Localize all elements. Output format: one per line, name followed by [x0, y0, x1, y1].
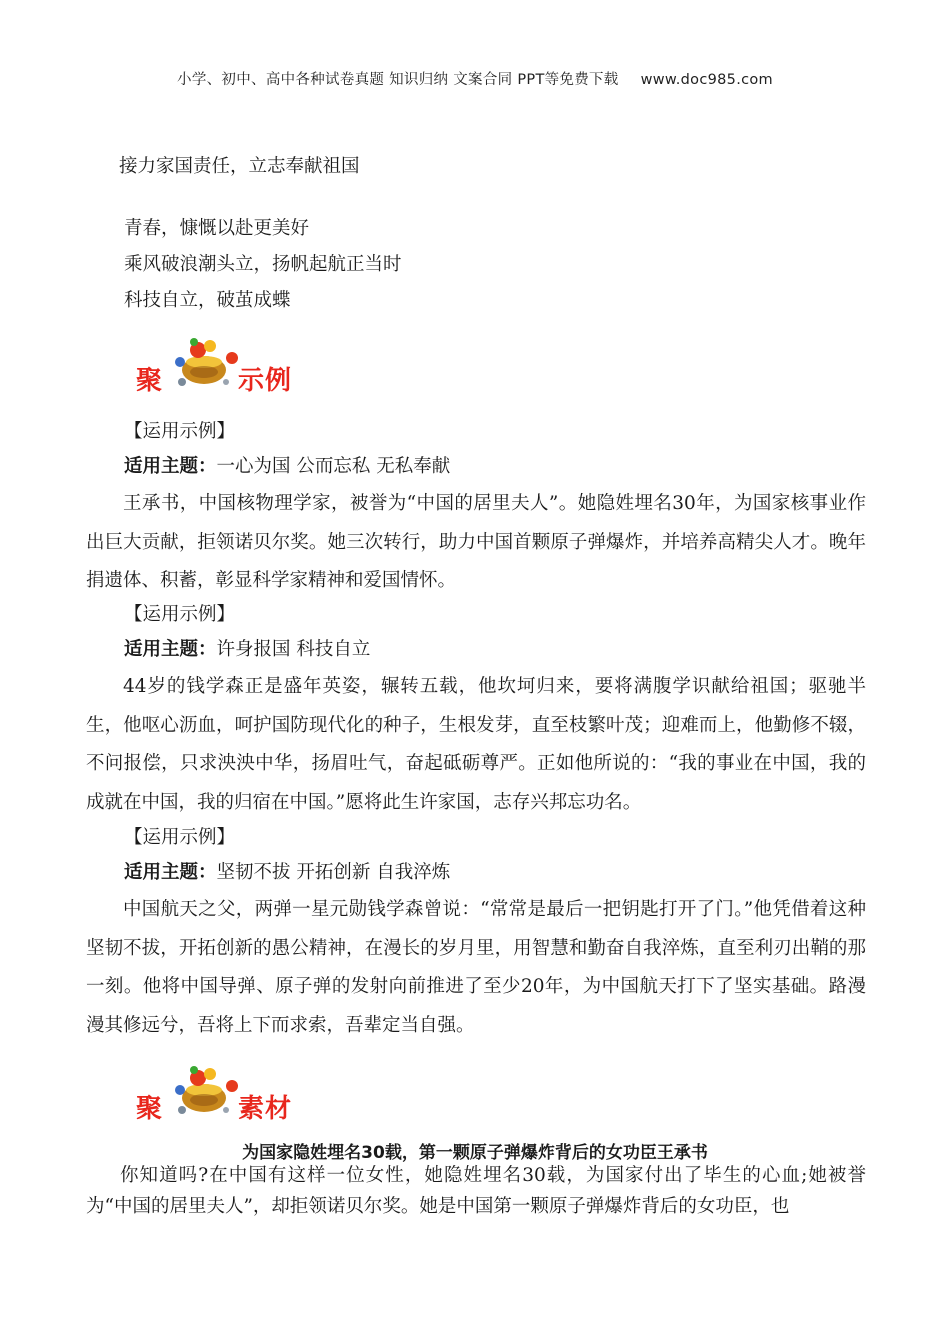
theme-value: 许身报国 科技自立 [216, 639, 371, 660]
header-text: 小学、初中、高中各种试卷真题 知识归纳 文案合同 PPT等免费下载 [177, 72, 619, 88]
example-label-2: 【运用示例】 [124, 604, 236, 625]
header-url[interactable]: www.doc985.com [640, 72, 773, 88]
section-header-title: 素材 [238, 1094, 293, 1124]
title-line-3: 乘风破浪潮头立，扬帆起航正当时 [124, 254, 402, 275]
theme-label: 适用主题： [124, 862, 217, 883]
example-text-2: 44岁的钱学森正是盛年英姿，辗转五载，他坎坷归来，要将满腹学识献给祖国；驱驰半生，他呕心沥血，呵护国防现代化的种子，生根发芽，直至枝繁叶茂；迎难而上，他勤修不辍，不问报偿，只求泱泱中华，扬眉吐气，奋起砥砺尊严。正如他所说的：“我的事业在中国，我的成就在中国，我的归宿在中国。”愿将此生许家国，志存兴邦忘功名。 [86, 676, 866, 813]
section-header-char: 聚 [136, 366, 163, 396]
theme-value: 一心为国 公而忘私 无私奉献 [216, 456, 451, 477]
treasure-pot-icon [164, 332, 244, 390]
section-header-materials [134, 1066, 314, 1126]
title-line-2: 青春，慷慨以赴更美好 [124, 218, 310, 239]
title-line-1: 接力家国责任，立志奉献祖国 [119, 156, 360, 177]
example-theme-2 [124, 635, 370, 665]
theme-value: 坚韧不拔 开拓创新 自我淬炼 [216, 862, 451, 883]
example-text-1: 王承书，中国核物理学家，被誉为“中国的居里夫人”。她隐姓埋名30年，为国家核事业作出巨大贡献，拒领诺贝尔奖。她三次转行，助力中国首颗原子弹爆炸，并培养高精尖人才。晚年捐遗体、积蓄，彰显科学家精神和爱国情怀。 [86, 493, 866, 591]
example-text-3: 中国航天之父，两弹一星元勋钱学森曾说：“常常是最后一把钥匙打开了门。”他凭借着这种坚韧不拔，开拓创新的愚公精神，在漫长的岁月里，用智慧和勤奋自我淬炼，直至利刃出鞘的那一刻。他将中国导弹、原子弹的发射向前推进了至少20年，为中国航天打下了坚实基础。路漫漫其修远兮，吾将上下而求索，吾辈定当自强。 [86, 899, 866, 1036]
example-label-1: 【运用示例】 [124, 421, 236, 442]
article-title: 为国家隐姓埋名30载，第一颗原子弹爆炸背后的女功臣王承书 [242, 1143, 708, 1163]
section-header-char: 聚 [136, 1094, 163, 1124]
theme-label: 适用主题： [124, 639, 217, 660]
page-header [0, 68, 950, 89]
section-header-examples [134, 338, 314, 398]
example-label-3: 【运用示例】 [124, 827, 236, 848]
article-text: 你知道吗?在中国有这样一位女性，她隐姓埋名30载，为国家付出了毕生的心血;她被誉为“中国的居里夫人”，却拒领诺贝尔奖。她是中国第一颗原子弹爆炸背后的女功臣，也 [86, 1165, 866, 1217]
treasure-pot-icon [164, 1060, 244, 1118]
example-theme-3 [124, 858, 450, 888]
title-line-4: 科技自立，破茧成蝶 [124, 290, 291, 311]
theme-label: 适用主题： [124, 456, 217, 477]
example-theme-1 [124, 452, 450, 482]
section-header-title: 示例 [238, 366, 293, 396]
